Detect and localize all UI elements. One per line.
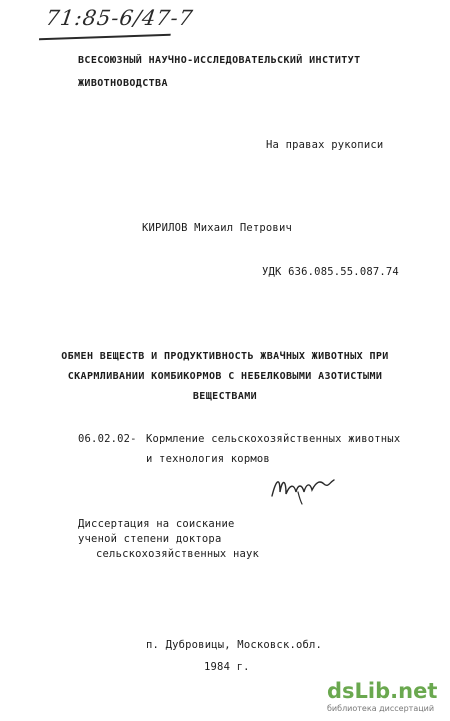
dissertation-line-2: ученой степени доктора (78, 533, 222, 545)
dslib-watermark (327, 679, 442, 715)
handwritten-catalog-number: 71:85-6/47-7 (44, 6, 195, 30)
dslib-subtitle: библиотека диссертаций (327, 704, 435, 713)
specialty-code: 06.02.02- (78, 433, 137, 445)
dissertation-line-3: сельскохозяйственных наук (96, 548, 260, 560)
manuscript-rights: На правах рукописи (266, 139, 384, 151)
dissertation-title-line-2: СКАРМЛИВАНИИ КОМБИКОРМОВ С НЕБЕЛКОВЫМИ АЗОТИСТЫМИ (67, 371, 383, 382)
dissertation-title-line-3: ВЕЩЕСТВАМИ (192, 391, 258, 402)
specialty-line-2: и технология кормов (146, 453, 270, 465)
dissertation-title-line-1: ОБМЕН ВЕЩЕСТВ И ПРОДУКТИВНОСТЬ ЖВАЧНЫХ ЖИВОТНЫХ ПРИ (61, 351, 389, 362)
specialty-line-1: Кормление сельскохозяйственных животных (146, 433, 401, 445)
author-name: КИРИЛОВ Михаил Петрович (142, 222, 292, 234)
udk-code: УДК 636.085.55.087.74 (262, 266, 399, 278)
institute-line-1: ВСЕСОЮЗНЫЙ НАУЧНО-ИССЛЕДОВАТЕЛЬСКИЙ ИНСТИТУТ (78, 55, 361, 66)
signature-scribble (268, 470, 338, 506)
year: 1984 г. (204, 661, 250, 673)
place: п. Дубровицы, Московск.обл. (146, 639, 323, 651)
dissertation-line-1: Диссертация на соискание (78, 518, 235, 530)
institute-line-2: ЖИВОТНОВОДСТВА (78, 78, 168, 89)
dslib-logo: dsLib.net (327, 679, 438, 703)
